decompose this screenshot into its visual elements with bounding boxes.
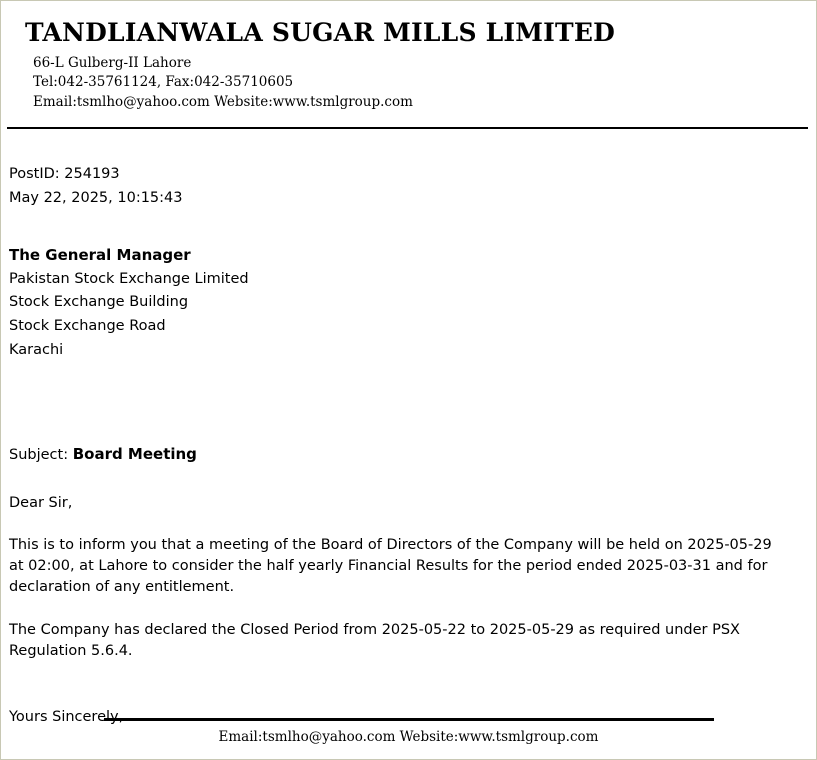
letterhead [1, 1, 816, 118]
salutation: Dear Sir, [9, 494, 73, 511]
recipient-organisation: Pakistan Stock Exchange Limited [9, 270, 249, 287]
footer-divider [104, 718, 714, 721]
footer-contact: Email:tsmlho@yahoo.com Website:www.tsmlgroup.com [218, 729, 599, 745]
letter-body [1, 165, 816, 727]
recipient-title: The General Manager [9, 245, 191, 264]
company-email-website: Email:tsmlho@yahoo.com Website:www.tsmlgroup.com [33, 93, 413, 110]
document-page [1, 1, 816, 759]
subject-value: Board Meeting [72, 445, 197, 464]
footer [1, 718, 816, 745]
recipient-building: Stock Exchange Building [9, 294, 189, 311]
subject-label: Subject: [9, 447, 69, 464]
subject-line [9, 444, 792, 466]
header-divider [7, 127, 808, 129]
recipient-street: Stock Exchange Road [9, 317, 166, 334]
paragraph-2: The Company has declared the Closed Period from 2025-05-22 to 2025-05-29 as required under PSX Regulation 5.6.4. [9, 622, 740, 660]
sign-off: Yours Sincerely, [9, 709, 124, 726]
recipient-block [9, 245, 792, 361]
company-name: TANDLIANWALA SUGAR MILLS LIMITED [25, 18, 615, 47]
document-meta [9, 165, 792, 208]
paragraph-1: This is to inform you that a meeting of the Board of Directors of the Company will be held on 2025-05-29 at 02:00, at Lahore to consider the half yearly Financial Results for the period ended 2025-03-31 and for declaration of any entitlement. [9, 537, 772, 596]
company-phone-fax: Tel:042-35761124, Fax:042-35710605 [33, 74, 294, 91]
recipient-city: Karachi [9, 341, 64, 358]
post-id: PostID: 254193 [9, 166, 120, 183]
company-address: 66-L Gulberg-II Lahore [33, 54, 192, 71]
post-datetime: May 22, 2025, 10:15:43 [9, 190, 183, 206]
